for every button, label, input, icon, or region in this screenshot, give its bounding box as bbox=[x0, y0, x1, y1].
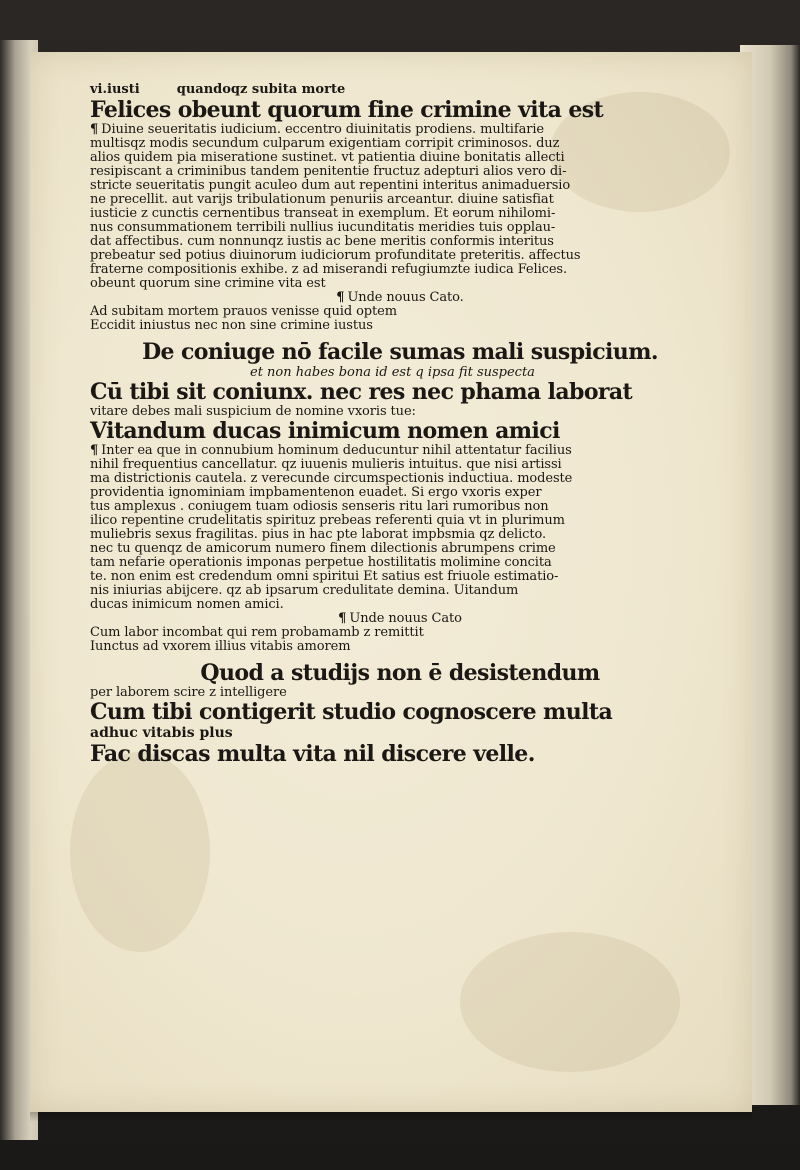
text-line bbox=[90, 193, 710, 207]
text-line bbox=[90, 235, 710, 249]
line-text: Vitandum ducas inimicum nomen amici bbox=[90, 418, 560, 444]
line-text: resipiscant a criminibus tandem penitentie fructuz adepturi alios vero di- bbox=[90, 164, 567, 179]
verse-heading bbox=[90, 742, 710, 767]
text-line bbox=[90, 249, 710, 263]
line-text: et non habes bona id est q ipsa fit suspecta bbox=[250, 365, 535, 380]
verse-heading bbox=[90, 700, 710, 725]
text-line bbox=[90, 486, 710, 500]
page-bottom-shadow bbox=[30, 1112, 752, 1122]
pilcrow-mark: ¶ bbox=[90, 122, 99, 137]
line-text: te. non enim est credendum omni spiritui Et satius est friuole estimatio- bbox=[90, 569, 559, 584]
line-text: Felices obeunt quorum fine crimine vita est bbox=[90, 97, 604, 123]
line-text: prebeatur sed potius diuinorum iudiciorum profunditate preteritis. affectus bbox=[90, 248, 581, 263]
line-text: vitare debes mali suspicium de nomine vxoris tue: bbox=[90, 404, 416, 419]
text-line bbox=[90, 556, 710, 570]
text-line bbox=[90, 472, 710, 486]
text-line bbox=[90, 612, 710, 626]
text-line bbox=[90, 365, 710, 380]
line-text: nus consummationem terribili nullius iucunditatis meridies tuis opplau- bbox=[90, 220, 556, 235]
text-line bbox=[90, 570, 710, 584]
verse-heading bbox=[90, 98, 710, 123]
line-text: Diuine seueritatis iudicium. eccentro diuinitatis prodiens. multifarie bbox=[101, 122, 544, 137]
text-line bbox=[90, 221, 710, 235]
verse-heading bbox=[90, 419, 710, 444]
line-text: De coniuge nō facile sumas mali suspicium. bbox=[142, 339, 658, 365]
line-text: ne precellit. aut varijs tribulationum penuriis arceantur. diuine satisfiat bbox=[90, 192, 554, 207]
line-text: Cum tibi contigerit studio cognoscere multa bbox=[90, 699, 613, 725]
text-line bbox=[90, 500, 710, 514]
line-text: adhuc vitabis plus bbox=[90, 725, 233, 741]
line-text: Inter ea que in connubium hominum deducuntur nihil attentatur facilius bbox=[101, 443, 572, 458]
line-text: Fac discas multa vita nil discere velle. bbox=[90, 741, 535, 767]
line-text: muliebris sexus fragilitas. pius in hac pte laborat impbsmia qz delicto. bbox=[90, 527, 547, 542]
text-line bbox=[90, 686, 710, 700]
line-text: Cum labor incombat qui rem probamamb z remittit bbox=[90, 625, 424, 640]
verse-heading bbox=[90, 380, 710, 405]
text-line bbox=[90, 405, 710, 419]
text-line bbox=[90, 542, 710, 556]
line-text: Unde nouus Cato. bbox=[347, 290, 464, 305]
line-text: tam nefarie operationis imponas perpetue hostilitatis molimine concita bbox=[90, 555, 552, 570]
text-line bbox=[90, 444, 710, 458]
text-line bbox=[90, 319, 710, 333]
text-line bbox=[90, 291, 710, 305]
running-header-right: quandoqz subita morte bbox=[176, 82, 346, 97]
line-text: stricte seueritatis pungit aculeo dum aut repentini interitus animaduersio bbox=[90, 178, 571, 193]
text-line bbox=[90, 277, 710, 291]
text-line bbox=[90, 123, 710, 137]
line-text: Quod a studijs non ē desistendum bbox=[200, 660, 600, 686]
line-text: alios quidem pia miseratione sustinet. vt patientia diuine bonitatis allecti bbox=[90, 150, 565, 165]
text-line bbox=[90, 137, 710, 151]
text-line bbox=[90, 179, 710, 193]
line-text: ilico repentine crudelitatis spirituz prebeas referenti quia vt in plurimum bbox=[90, 513, 565, 528]
text-line bbox=[90, 207, 710, 221]
line-text: ma districtionis cautela. z verecunde circumspectionis inductiua. modeste bbox=[90, 471, 573, 486]
text-line bbox=[90, 725, 710, 742]
line-text: Eccidit iniustus nec non sine crimine iustus bbox=[90, 318, 373, 333]
running-header-left: vi.iusti bbox=[90, 82, 140, 97]
paper-stain bbox=[460, 932, 680, 1072]
line-text: per laborem scire z intelligere bbox=[90, 685, 287, 700]
pilcrow-mark: ¶ bbox=[336, 290, 345, 305]
pilcrow-mark: ¶ bbox=[90, 443, 99, 458]
line-text: obeunt quorum sine crimine vita est bbox=[90, 276, 326, 291]
text-line bbox=[90, 305, 710, 319]
line-text: Iunctus ad vxorem illius vitabis amorem bbox=[90, 639, 351, 654]
text-line bbox=[90, 514, 710, 528]
page-text-block bbox=[90, 82, 710, 767]
text-line bbox=[90, 584, 710, 598]
text-line bbox=[90, 458, 710, 472]
text-line bbox=[90, 640, 710, 654]
line-text: providentia ignominiam impbamentenon euadet. Si ergo vxoris exper bbox=[90, 485, 542, 500]
text-line bbox=[90, 165, 710, 179]
text-line bbox=[90, 263, 710, 277]
paper-stain bbox=[70, 752, 210, 952]
line-text: nis iniurias abijcere. qz ab ipsarum credulitate demina. Uitandum bbox=[90, 583, 519, 598]
verse-heading bbox=[90, 661, 710, 686]
line-text: fraterne compositionis exhibe. z ad miserandi refugiumzte iudica Felices. bbox=[90, 262, 568, 277]
pilcrow-mark: ¶ bbox=[338, 611, 347, 626]
line-text: Unde nouus Cato bbox=[349, 611, 462, 626]
line-text: iusticie z cunctis cernentibus transeat in exemplum. Et eorum nihilomi- bbox=[90, 206, 556, 221]
line-text: nec tu quenqz de amicorum numero finem dilectionis abrumpens crime bbox=[90, 541, 556, 556]
text-line bbox=[90, 598, 710, 612]
text-line bbox=[90, 151, 710, 165]
line-text: Cū tibi sit coniunx. nec res nec phama laborat bbox=[90, 379, 633, 405]
line-text: multisqz modis secundum culparum exigentiam corripit criminosos. duz bbox=[90, 136, 560, 151]
line-text: ducas inimicum nomen amici. bbox=[90, 597, 284, 612]
line-text: tus amplexus . coniugem tuam odiosis senseris ritu lari rumoribus non bbox=[90, 499, 549, 514]
running-header bbox=[90, 82, 710, 98]
verse-heading bbox=[90, 340, 710, 365]
line-text: Ad subitam mortem prauos venisse quid optem bbox=[90, 304, 397, 319]
text-line bbox=[90, 528, 710, 542]
line-text: nihil frequentius cancellatur. qz iuuenis mulieris intuitus. que nisi artissi bbox=[90, 457, 562, 472]
text-line bbox=[90, 626, 710, 640]
line-text: dat affectibus. cum nonnunqz iustis ac bene meritis conformis interitus bbox=[90, 234, 554, 249]
